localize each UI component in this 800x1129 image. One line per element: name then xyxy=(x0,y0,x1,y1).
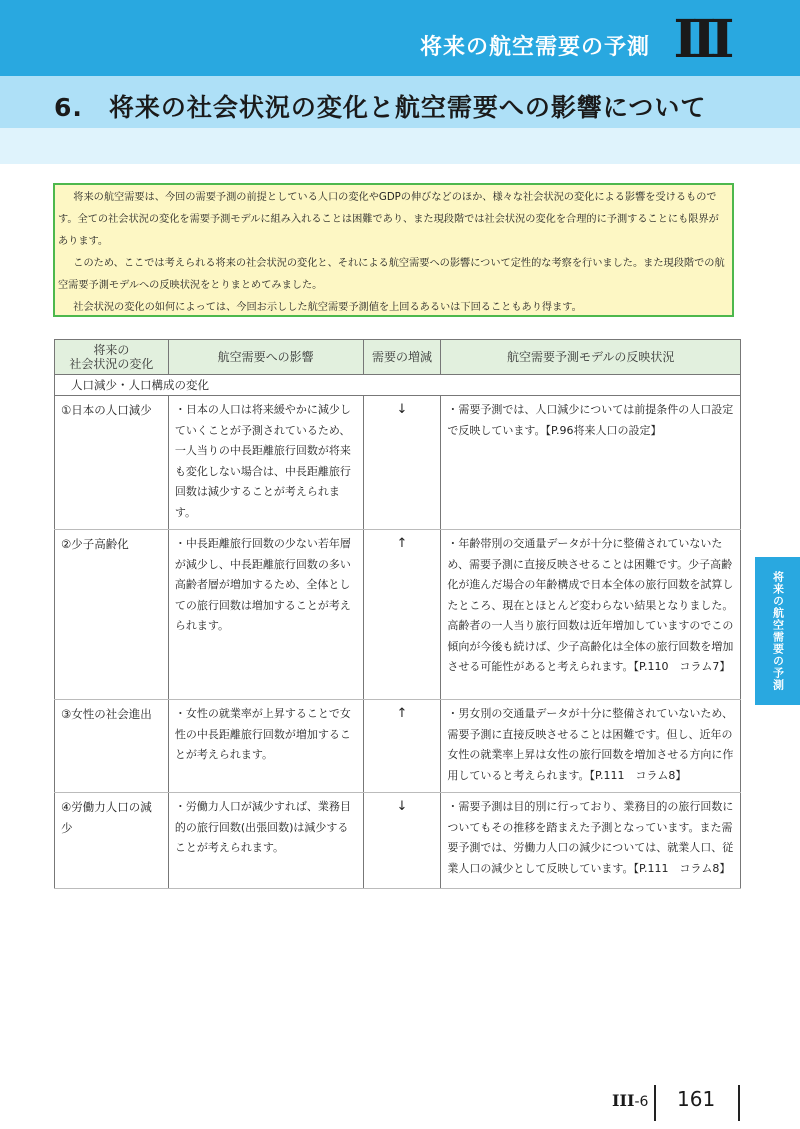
impact-cell: ・日本の人口は将来緩やかに減少していくことが予測されているため、一人当りの中長距離旅行回数が将来も変化しない場合は、中長距離旅行回数は減少することが考えられます。 xyxy=(168,396,363,530)
side-tab-label: 将来の航空需要の予測 xyxy=(771,571,785,691)
reflection-cell: ・男女別の交通量データが十分に整備されていないため、需要予測に直接反映させることは困難です。但し、近年の女性の就業率上昇は女性の旅行回数を増加させる方向に作用していると考えられます。【P.111 コラム8】 xyxy=(441,700,741,793)
impact-cell: ・労働力人口が減少すれば、業務目的の旅行回数(出張回数)は減少することが考えられます。 xyxy=(168,793,363,889)
footer-section xyxy=(612,1091,648,1110)
intro-box xyxy=(53,183,734,317)
impact-cell: ・女性の就業率が上昇することで女性の中長距離旅行回数が増加することが考えられます。 xyxy=(168,700,363,793)
footer-section-number: III xyxy=(612,1091,635,1110)
change-arrow: ↓ xyxy=(363,793,441,889)
chapter-title: 将来の航空需要の予測 xyxy=(419,35,650,60)
intro-paragraph: このため、ここでは考えられる将来の社会状況の変化と、それによる航空需要への影響について定性的な考察を行いました。また現段階での航空需要予測モデルへの反映状況をとりまとめてみました。 xyxy=(58,258,725,291)
intro-paragraph: 将来の航空需要は、今回の需要予測の前提としている人口の変化やGDPの伸びなどのほか、様々な社会状況の変化による影響を受けるものです。全ての社会状況の変化を需要予測モデルに組み入れることは困難であり、また現段階では社会状況の変化を合理的に予測することにも限界があります。 xyxy=(58,192,719,247)
change-arrow: ↑ xyxy=(363,700,441,793)
header-social-change: 将来の 社会状況の変化 xyxy=(55,340,169,375)
chapter-side-tab xyxy=(755,557,800,705)
change-arrow: ↑ xyxy=(363,530,441,700)
chapter-number: III xyxy=(673,8,729,70)
reflection-cell: ・需要予測は目的別に行っており、業務目的の旅行回数についてもその推移を踏まえた予測となっています。また需要予測では、労働力人口の減少については、就業人口、従業人口の減少として反映しています。【P.111 コラム8】 xyxy=(441,793,741,889)
factor-cell: ④労働力人口の減少 xyxy=(55,793,169,889)
header-model-reflection: 航空需要予測モデルの反映状況 xyxy=(441,340,741,375)
reflection-cell: ・年齢帯別の交通量データが十分に整備されていないため、需要予測に直接反映させることは困難です。少子高齢化が進んだ場合の年齢構成で日本全体の旅行回数を試算したところ、現在とほとんど変わらない結果となりました。高齢者の一人当り旅行回数は近年増加していますのでこの傾向が今後も続けば、少子高齢化は全体の旅行回数を増加させる可能性があると考えられます。【P.110 コラム7】 xyxy=(441,530,741,700)
impact-table xyxy=(54,339,741,889)
page-number: 161 xyxy=(677,1087,716,1111)
impact-cell: ・中長距離旅行回数の少ない若年層が減少し、中長距離旅行回数の多い高齢者層が増加するため、全体としての旅行回数は増加することが考えられます。 xyxy=(168,530,363,700)
table-row xyxy=(55,700,741,793)
category-label: 人口減少・人口構成の変化 xyxy=(55,375,741,396)
table-header-row xyxy=(55,340,741,375)
footer-divider xyxy=(654,1085,656,1121)
factor-cell: ③女性の社会進出 xyxy=(55,700,169,793)
factor-cell: ①日本の人口減少 xyxy=(55,396,169,530)
intro-paragraph: 社会状況の変化の如何によっては、今回お示しした航空需要予測値を上回るあるいは下回ることもあり得ます。 xyxy=(73,302,582,313)
footer-section-sub: -6 xyxy=(634,1094,649,1110)
factor-cell: ②少子高齢化 xyxy=(55,530,169,700)
section-title: 6. 将来の社会状況の変化と航空需要への影響について xyxy=(54,93,707,122)
section-subheader-band xyxy=(0,128,800,164)
header-air-demand-impact: 航空需要への影響 xyxy=(168,340,363,375)
table-row xyxy=(55,793,741,889)
header-demand-change: 需要の増減 xyxy=(363,340,441,375)
table-row xyxy=(55,396,741,530)
table-row xyxy=(55,530,741,700)
change-arrow: ↓ xyxy=(363,396,441,530)
footer-divider xyxy=(738,1085,740,1121)
reflection-cell: ・需要予測では、人口減少については前提条件の人口設定で反映しています。【P.96将来人口の設定】 xyxy=(441,396,741,530)
category-row xyxy=(55,375,741,396)
